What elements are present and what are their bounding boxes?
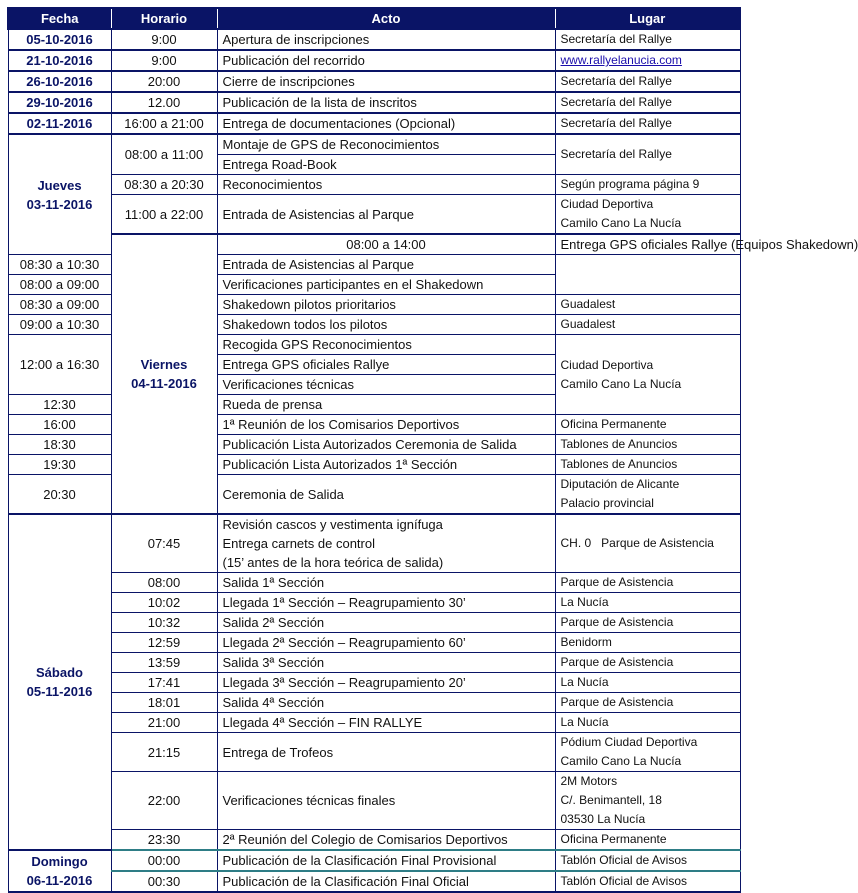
event-line: (15’ antes de la hora teórica de salida) [222, 555, 444, 570]
time-cell: 20:30 [8, 475, 111, 515]
event-cell: Montaje de GPS de Reconocimientos [217, 134, 555, 155]
time-cell: 00:00 [111, 850, 217, 871]
day-date: 06-11-2016 [26, 873, 93, 888]
event-cell: Entrega de documentaciones (Opcional) [217, 113, 555, 134]
event-cell: Entrega GPS oficiales Rallye (Equipos Shakedown) [555, 234, 740, 255]
time-cell: 13:59 [111, 653, 217, 673]
event-cell: Ceremonia de Salida [217, 475, 555, 515]
time-cell: 10:02 [111, 593, 217, 613]
time-cell: 18:01 [111, 693, 217, 713]
event-cell: Entrega de Trofeos [217, 733, 555, 772]
header-horario: Horario [111, 8, 217, 29]
location-cell: Tablones de Anuncios [555, 435, 740, 455]
day-name: Domingo [31, 854, 88, 869]
location-cell: Secretaría del Rallye [555, 29, 740, 50]
event-cell: Reconocimientos [217, 175, 555, 195]
location-line: Camilo Cano La Nucía [560, 376, 682, 391]
time-cell: 08:30 a 20:30 [111, 175, 217, 195]
location-cell: Guadalest [555, 315, 740, 335]
day-cell-jueves [8, 134, 111, 255]
table-row [8, 92, 740, 113]
location-cell: Secretaría del Rallye [555, 92, 740, 113]
time-cell: 20:00 [111, 71, 217, 92]
event-line: Entrega carnets de control [222, 536, 375, 551]
event-cell: Salida 4ª Sección [217, 693, 555, 713]
time-cell: 22:00 [111, 772, 217, 830]
event-cell: Publicación del recorrido [217, 50, 555, 71]
location-cell: Secretaría del Rallye [555, 134, 740, 175]
table-row [8, 830, 740, 851]
time-cell: 08:00 a 14:00 [217, 234, 555, 255]
table-row [8, 693, 740, 713]
table-row [8, 593, 740, 613]
time-cell: 09:00 a 10:30 [8, 315, 111, 335]
event-cell: 2ª Reunión del Colegio de Comisarios Deportivos [217, 830, 555, 851]
event-cell: Publicación de la Clasificación Final Oficial [217, 871, 555, 892]
time-cell: 08:00 a 09:00 [8, 275, 111, 295]
location-line: Diputación de Alicante [560, 477, 680, 491]
location-cell [555, 733, 740, 772]
location-cell [555, 772, 740, 830]
location-cell: Parque de Asistencia [555, 693, 740, 713]
date-cell: 05-10-2016 [8, 29, 111, 50]
location-cell: La Nucía [555, 593, 740, 613]
time-cell: 12.00 [111, 92, 217, 113]
time-cell: 07:45 [111, 514, 217, 573]
table-row [8, 673, 740, 693]
day-cell-sabado [8, 514, 111, 850]
day-date: 04-11-2016 [131, 376, 197, 391]
event-cell: Entrada de Asistencias al Parque [217, 255, 555, 275]
table-row [8, 113, 740, 134]
event-cell: 1ª Reunión de los Comisarios Deportivos [217, 415, 555, 435]
location-cell [555, 195, 740, 235]
table-row [8, 29, 740, 50]
location-cell: Parque de Asistencia [555, 653, 740, 673]
time-cell: 18:30 [8, 435, 111, 455]
event-cell: Cierre de inscripciones [217, 71, 555, 92]
event-cell [217, 514, 555, 573]
table-row [8, 850, 740, 871]
location-cell: Benidorm [555, 633, 740, 653]
event-cell: Verificaciones técnicas finales [217, 772, 555, 830]
location-cell: Tablones de Anuncios [555, 455, 740, 475]
table-row [8, 514, 740, 573]
table-row [8, 175, 740, 195]
event-cell: Rueda de prensa [217, 395, 555, 415]
location-cell: CH. 0 Parque de Asistencia [555, 514, 740, 573]
day-cell-viernes [111, 234, 217, 514]
header-row [8, 8, 740, 29]
time-cell: 08:00 a 11:00 [111, 134, 217, 175]
event-cell: Llegada 4ª Sección – FIN RALLYE [217, 713, 555, 733]
table-row [8, 713, 740, 733]
location-line: C/. Benimantell, 18 [560, 793, 662, 807]
location-cell: Parque de Asistencia [555, 573, 740, 593]
location-cell: La Nucía [555, 713, 740, 733]
event-cell: Entrega Road-Book [217, 155, 555, 175]
location-line: 03530 La Nucía [560, 812, 646, 826]
event-cell: Llegada 3ª Sección – Reagrupamiento 20’ [217, 673, 555, 693]
rally-schedule-table [7, 7, 858, 893]
day-name: Viernes [140, 357, 188, 372]
location-line: Palacio provincial [560, 496, 654, 510]
table-row [8, 871, 740, 892]
location-cell: Guadalest [555, 295, 740, 315]
table-row [8, 772, 740, 830]
event-cell: Salida 2ª Sección [217, 613, 555, 633]
location-cell [555, 475, 740, 515]
event-cell: Salida 3ª Sección [217, 653, 555, 673]
location-cell: Tablón Oficial de Avisos [555, 850, 740, 871]
event-cell: Verificaciones participantes en el Shakedown [217, 275, 555, 295]
table-row [8, 71, 740, 92]
location-cell: Secretaría del Rallye [555, 113, 740, 134]
header-acto: Acto [217, 8, 555, 29]
time-cell: 00:30 [111, 871, 217, 892]
time-cell: 21:15 [111, 733, 217, 772]
time-cell: 12:30 [8, 395, 111, 415]
date-cell: 21-10-2016 [8, 50, 111, 71]
table-row [8, 733, 740, 772]
location-cell: Parque de Asistencia [555, 613, 740, 633]
time-cell: 16:00 a 21:00 [111, 113, 217, 134]
location-line: 2M Motors [560, 774, 618, 788]
location-cell: Tablón Oficial de Avisos [555, 871, 740, 892]
date-cell: 29-10-2016 [8, 92, 111, 113]
time-cell: 23:30 [111, 830, 217, 851]
location-cell: La Nucía [555, 673, 740, 693]
time-cell: 9:00 [111, 50, 217, 71]
event-cell: Recogida GPS Reconocimientos [217, 335, 555, 355]
event-cell: Shakedown pilotos prioritarios [217, 295, 555, 315]
location-line: Camilo Cano La Nucía [560, 216, 682, 230]
header-fecha: Fecha [8, 8, 111, 29]
time-cell: 17:41 [111, 673, 217, 693]
day-name: Sábado [36, 665, 83, 680]
location-line: Camilo Cano La Nucía [560, 754, 682, 768]
location-cell: Secretaría del Rallye [555, 71, 740, 92]
event-cell: Publicación de la Clasificación Final Provisional [217, 850, 555, 871]
table-row [8, 653, 740, 673]
event-cell: Entrada de Asistencias al Parque [217, 195, 555, 235]
location-cell: Según programa página 9 [555, 175, 740, 195]
location-cell [555, 335, 740, 415]
event-cell: Publicación Lista Autorizados Ceremonia de Salida [217, 435, 555, 455]
time-cell: 11:00 a 22:00 [111, 195, 217, 235]
table-row [8, 134, 740, 155]
table-row [8, 573, 740, 593]
time-cell: 12:59 [111, 633, 217, 653]
time-cell: 21:00 [111, 713, 217, 733]
event-cell: Publicación de la lista de inscritos [217, 92, 555, 113]
time-cell: 12:00 a 16:30 [8, 335, 111, 395]
location-line: Ciudad Deportiva [560, 197, 654, 211]
header-lugar: Lugar [555, 8, 740, 29]
time-cell: 08:30 a 10:30 [8, 255, 111, 275]
location-line: Pódium Ciudad Deportiva [560, 735, 698, 749]
date-cell: 26-10-2016 [8, 71, 111, 92]
day-date: 05-11-2016 [26, 684, 93, 699]
location-cell: Oficina Permanente [555, 415, 740, 435]
event-cell: Verificaciones técnicas [217, 375, 555, 395]
location-line: Ciudad Deportiva [560, 357, 654, 372]
time-cell: 9:00 [111, 29, 217, 50]
location-cell [555, 50, 740, 71]
day-name: Jueves [37, 177, 82, 193]
table-row [8, 633, 740, 653]
website-link[interactable]: www.rallyelanucia.com [560, 53, 682, 67]
time-cell: 08:30 a 09:00 [8, 295, 111, 315]
event-cell: Publicación Lista Autorizados 1ª Sección [217, 455, 555, 475]
day-date: 03-11-2016 [26, 196, 93, 212]
location-cell: Oficina Permanente [555, 830, 740, 851]
time-cell: 19:30 [8, 455, 111, 475]
time-cell: 10:32 [111, 613, 217, 633]
date-cell: 02-11-2016 [8, 113, 111, 134]
event-cell: Apertura de inscripciones [217, 29, 555, 50]
table-row [8, 50, 740, 71]
event-cell: Llegada 2ª Sección – Reagrupamiento 60’ [217, 633, 555, 653]
event-line: Revisión cascos y vestimenta ignífuga [222, 517, 443, 532]
event-cell: Shakedown todos los pilotos [217, 315, 555, 335]
day-cell-domingo [8, 850, 111, 892]
event-cell: Salida 1ª Sección [217, 573, 555, 593]
table-row [8, 234, 740, 255]
event-cell: Llegada 1ª Sección – Reagrupamiento 30’ [217, 593, 555, 613]
table-row [8, 195, 740, 235]
table-row [8, 613, 740, 633]
time-cell: 08:00 [111, 573, 217, 593]
time-cell: 16:00 [8, 415, 111, 435]
event-cell: Entrega GPS oficiales Rallye [217, 355, 555, 375]
